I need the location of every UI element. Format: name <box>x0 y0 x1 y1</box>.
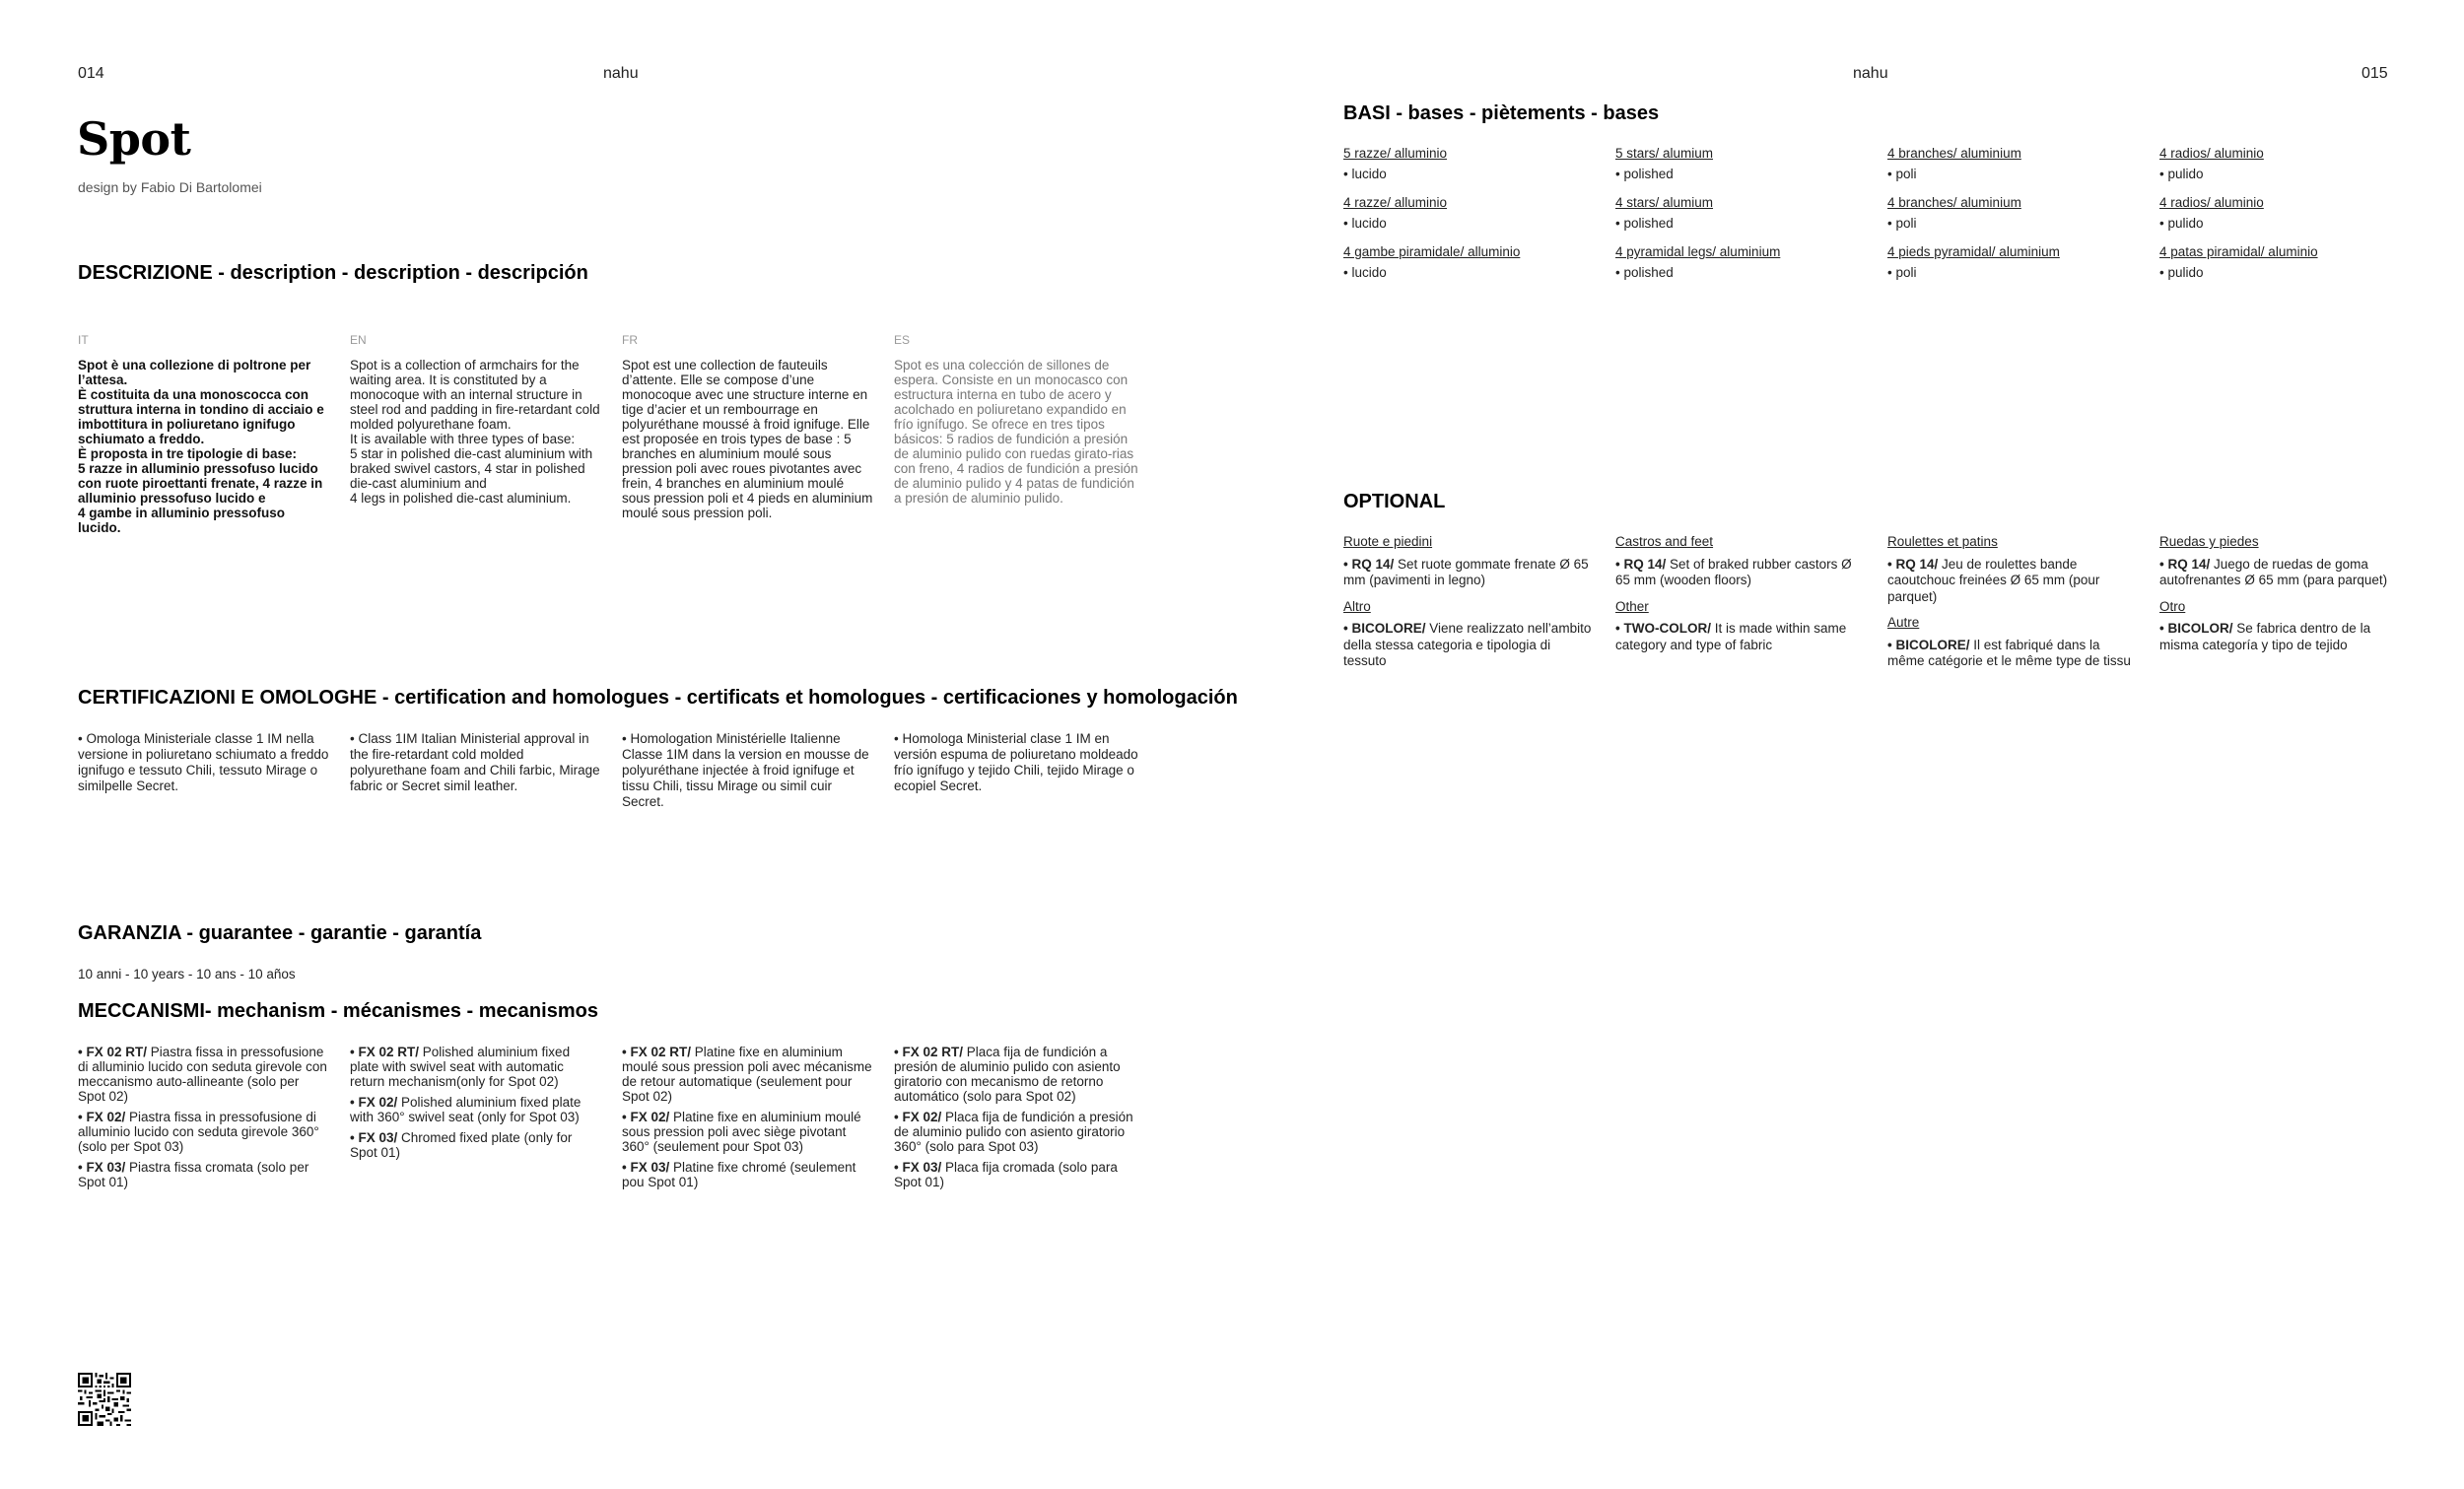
optional-subheading: Ruedas y piedes <box>2159 534 2259 549</box>
designer-credit: design by Fabio Di Bartolomei <box>78 179 262 195</box>
mechanism-heading: MECCANISMI- mechanism - mécanismes - mecanismos <box>78 1000 598 1022</box>
base-finish: • poli <box>1887 216 1917 231</box>
base-name: 4 patas piramidal/ aluminio <box>2159 244 2318 259</box>
optional-item: • RQ 14/ Set of braked rubber castors Ø 65 mm (wooden floors) <box>1615 556 1852 587</box>
optional-item: • RQ 14/ Juego de ruedas de goma autofrenantes Ø 65 mm (para parquet) <box>2159 556 2388 587</box>
base-name: 4 stars/ alumium <box>1615 195 1714 210</box>
optional-subheading: Roulettes et patins <box>1887 534 1998 549</box>
base-name: 4 radios/ aluminio <box>2159 146 2264 161</box>
qr-code-icon[interactable] <box>78 1373 131 1426</box>
description-text-it: Spot è una collezione di poltrone per l’attesa. È costituita da una monoscocca con struttura interna in tondino di acciaio e imbottitura in poliuretano ignifugo schiumato a freddo. È proposta in tre tipologie di base: 5 razze in alluminio pressofuso lucido con ruote piroettanti frenate, 4 razze in alluminio pressofuso lucido e 4 gambe in alluminio pressofuso lucido. <box>78 358 324 535</box>
bases-heading: BASI - bases - piètements - bases <box>1343 102 1660 124</box>
optional-subheading: Ruote e piedini <box>1343 534 1433 549</box>
description-text-en: Spot is a collection of armchairs for the waiting area. It is constituted by a monocoque with an internal structure in steel rod and padding in fire-retardant cold molded polyurethane foam. It is available with three types of base: 5 star in polished die-cast aluminium with braked swivel castors, 4 star in polished die-cast aluminium and 4 legs in polished die-cast aluminium. <box>350 358 600 506</box>
base-name: 4 radios/ aluminio <box>2159 195 2264 210</box>
base-name: 4 pieds pyramidal/ aluminium <box>1887 244 2060 259</box>
mechanism-col-fr <box>622 1045 873 1195</box>
page-number-left: 014 <box>78 65 104 82</box>
mechanism-item: • FX 02 RT/ Platine fixe en aluminium moulé sous pression poli avec mécanisme de retour automatique (seulement pour Spot 02) <box>622 1045 872 1104</box>
base-finish: • lucido <box>1343 216 1387 231</box>
lang-label-fr: FR <box>622 333 638 347</box>
description-col-es <box>894 333 1145 506</box>
optional-col-fr <box>1887 534 2139 680</box>
mechanism-item: • FX 02/ Platine fixe en aluminium moulé sous pression poli avec siège pivotant 360° (seulement pour Spot 03) <box>622 1110 861 1154</box>
optional-subheading: Autre <box>1887 615 1920 630</box>
optional-item: • BICOLORE/ Viene realizzato nell’ambito della stessa categoria e tipologia di tessuto <box>1343 621 1592 668</box>
lang-label-en: EN <box>350 333 367 347</box>
mechanism-item: • FX 02 RT/ Piastra fissa in pressofusione di alluminio lucido con seduta girevole con meccanismo auto-allineante (solo per Spot 02) <box>78 1045 327 1104</box>
optional-col-it <box>1343 534 1595 680</box>
base-finish: • pulido <box>2159 216 2204 231</box>
mechanism-item: • FX 02 RT/ Placa fija de fundición a presión de aluminio pulido con asiento giratorio con mecanismo de retorno automático (solo para Spot 02) <box>894 1045 1121 1104</box>
optional-item: • BICOLORE/ Il est fabriqué dans la même catégorie et le même type de tissu <box>1887 637 2131 668</box>
mechanism-item: • FX 02/ Piastra fissa in pressofusione di alluminio lucido con seduta girevole 360° (solo per Spot 03) <box>78 1110 319 1154</box>
guarantee-text: 10 anni - 10 years - 10 ans - 10 años <box>78 967 296 981</box>
optional-heading: OPTIONAL <box>1343 491 1446 512</box>
base-finish: • polished <box>1615 167 1674 181</box>
description-heading: DESCRIZIONE - description - description - descripción <box>78 262 588 284</box>
bases-col-it <box>1343 146 1595 294</box>
base-finish: • poli <box>1887 167 1917 181</box>
optional-subheading: Altro <box>1343 598 1371 614</box>
optional-col-en <box>1615 534 1867 663</box>
guarantee-heading: GARANZIA - guarantee - garantie - garantía <box>78 922 482 944</box>
product-title: Spot <box>77 112 191 166</box>
base-name: 5 stars/ alumium <box>1615 146 1714 161</box>
mechanism-item: • FX 03/ Piastra fissa cromata (solo per Spot 01) <box>78 1160 309 1189</box>
base-name: 4 razze/ alluminio <box>1343 195 1448 210</box>
optional-col-es <box>2159 534 2411 663</box>
certification-en: • Class 1IM Italian Ministerial approval in the fire-retardant cold molded polyurethane foam and Chili farbic, Mirage fabric or Secret simil leather. <box>350 731 600 793</box>
description-text-es: Spot es una colección de sillones de espera. Consiste en un monocasco con estructura interna en tubo de acero y acolchado en poliuretano expandido en frío ignífugo. Se ofrece en tres tipos básicos: 5 radios de fundición a presión de aluminio pulido con ruedas girato-rias con freno, 4 radios de fundición a presión de aluminio pulido y 4 patas de fundición a presión de aluminio pulido. <box>894 358 1138 506</box>
certification-it: • Omologa Ministeriale classe 1 IM nella versione in poliuretano schiumato a freddo ignifugo e tessuto Chili, tessuto Mirage o similpelle Secret. <box>78 731 329 793</box>
mechanism-item: • FX 03/ Platine fixe chromé (seulement pou Spot 01) <box>622 1160 856 1189</box>
base-finish: • pulido <box>2159 265 2204 280</box>
bases-col-en <box>1615 146 1867 294</box>
base-finish: • polished <box>1615 216 1674 231</box>
base-finish: • lucido <box>1343 265 1387 280</box>
description-text-fr: Spot est une collection de fauteuils d’attente. Elle se compose d’une monocoque avec une structure interne en tige d’acier et un rembourrage en polyuréthane moussé à froid ignifuge. Elle est proposée en trois types de base : 5 branches en aluminium moulé sous pression poli avec roues pivotantes avec frein, 4 branches en aluminium moulé sous pression poli et 4 pieds en aluminium moulé sous pression poli. <box>622 358 873 520</box>
base-finish: • polished <box>1615 265 1674 280</box>
mechanism-item: • FX 02/ Placa fija de fundición a presión de aluminio pulido con asiento giratorio 360° (solo para Spot 03) <box>894 1110 1133 1154</box>
base-finish: • lucido <box>1343 167 1387 181</box>
brand-left: nahu <box>603 65 639 82</box>
base-name: 5 razze/ alluminio <box>1343 146 1448 161</box>
brand-right: nahu <box>1853 65 1888 82</box>
base-name: 4 branches/ aluminium <box>1887 146 2021 161</box>
base-finish: • pulido <box>2159 167 2204 181</box>
optional-item: • TWO-COLOR/ It is made within same category and type of fabric <box>1615 621 1847 652</box>
mechanism-col-en <box>350 1045 601 1166</box>
description-col-en <box>350 333 601 506</box>
optional-subheading: Castros and feet <box>1615 534 1714 549</box>
base-finish: • poli <box>1887 265 1917 280</box>
certification-heading: CERTIFICAZIONI E OMOLOGHE - certification and homologues - certificats et homologues - certificaciones y homologación <box>78 687 1238 709</box>
mechanism-item: • FX 02/ Polished aluminium fixed plate with 360° swivel seat (only for Spot 03) <box>350 1095 582 1124</box>
mechanism-col-it <box>78 1045 329 1195</box>
optional-subheading: Other <box>1615 598 1649 614</box>
base-name: 4 pyramidal legs/ aluminium <box>1615 244 1781 259</box>
description-col-it <box>78 333 329 535</box>
lang-label-it: IT <box>78 333 89 347</box>
certification-es: • Homologa Ministerial clase 1 IM en versión espuma de poliuretano moldeado frío ignífugo y tejido Chili, tejido Mirage o ecopiel Secret. <box>894 731 1138 793</box>
base-name: 4 gambe piramidale/ alluminio <box>1343 244 1521 259</box>
bases-col-es <box>2159 146 2411 294</box>
base-name: 4 branches/ aluminium <box>1887 195 2021 210</box>
optional-item: • RQ 14/ Set ruote gommate frenate Ø 65 mm (pavimenti in legno) <box>1343 556 1589 587</box>
optional-item: • RQ 14/ Jeu de roulettes bande caoutchouc freinées Ø 65 mm (pour parquet) <box>1887 556 2100 604</box>
certification-fr: • Homologation Ministérielle Italienne Classe 1IM dans la version en mousse de polyuréthane injectée à froid ignifuge et tissu Chili, tissu Mirage ou simil cuir Secret. <box>622 731 869 809</box>
optional-subheading: Otro <box>2159 598 2186 614</box>
mechanism-col-es <box>894 1045 1145 1195</box>
page-number-right: 015 <box>2361 65 2388 82</box>
description-col-fr <box>622 333 873 520</box>
mechanism-item: • FX 03/ Chromed fixed plate (only for Spot 01) <box>350 1130 573 1160</box>
mechanism-item: • FX 03/ Placa fija cromada (solo para Spot 01) <box>894 1160 1118 1189</box>
bases-col-fr <box>1887 146 2139 294</box>
lang-label-es: ES <box>894 333 911 347</box>
optional-item: • BICOLOR/ Se fabrica dentro de la misma categoría y tipo de tejido <box>2159 621 2371 652</box>
mechanism-item: • FX 02 RT/ Polished aluminium fixed plate with swivel seat with automatic return mechanism(only for Spot 02) <box>350 1045 571 1089</box>
